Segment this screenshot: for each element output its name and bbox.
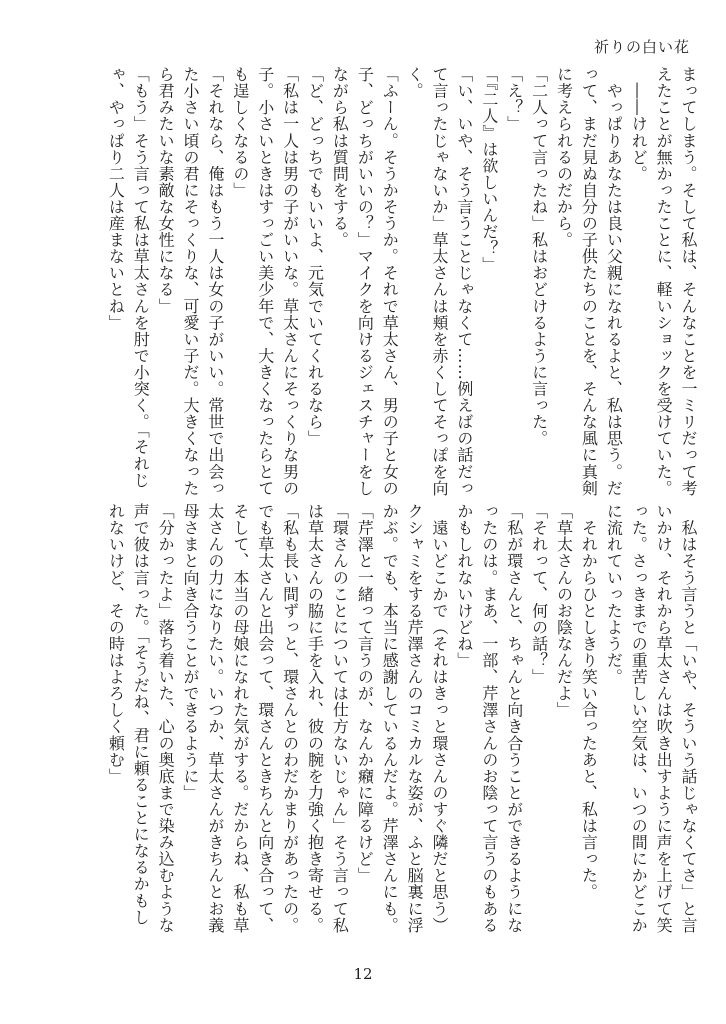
text-column: 「環さんのことについては仕方ないじゃん」そう言って私 [330,503,350,934]
text-column: 声で彼は言った。「そうだね、君に頼ることになるかもし [131,503,151,926]
text-column: それからひとしきり笑い合ったあと、私は言った。 [579,503,599,901]
text-column: 「分かったよ」落ち着いた、心の奥底まで染み込むような [156,503,176,934]
text-column: 「ど、どっちでもいいよ、元気でいてくれるなら」 [305,66,325,447]
text-column: れないけど、その時はよろしく頼む」 [106,503,126,785]
text-column: えたことが無かったことに、軽いショックを受けていた。 [654,66,674,497]
text-column: やっぱりあなたは良い父親になれるよと、私は思う。だ [604,66,624,497]
text-column: 子。小さいときはすっごい美少年で、大きくなったらとて [255,66,275,497]
text-column: 太さんの力になりたい。いつか、草太さんがきちんとお義 [205,503,225,934]
text-column: 「私も長い間ずっと、環さんとのわだかまりがあったの。 [280,503,300,934]
text-column: 「私は一人は男の子がいいな。草太さんにそっくりな男の [280,66,300,497]
text-column: 子、どっちがいいの？」マイクを向けるジェスチャーをし [355,66,375,497]
text-column: 遠いどこかで（それはきっと環さんのすぐ隣だと思う） [430,503,449,934]
text-column: 「もう」そう言って私は草太さんを肘で小突く。「それじ [131,66,151,489]
text-column: は草太さんの脇に手を入れ、彼の腕を力強く抱き寄せる。 [305,503,325,934]
text-column: 「『二人』は欲しいんだ？」 [479,66,499,274]
text-column: 「二人って言ったね」私はおどけるように言った。 [529,66,549,447]
text-column: かもしれないけどね」 [454,503,474,669]
text-column: でも草太さんと出会って、環さんときちんと向き合って、 [255,503,275,934]
text-block-upper [100,66,700,506]
text-column: 「私が環さんと、ちゃんと向き合うことができるようにな [504,503,524,934]
text-column: 私はそう言うと「いや、そういう話じゃなくてさ」と言 [679,503,698,934]
text-column: いかけ、それから草太さんは吹き出すように声を上げて笑 [654,503,674,934]
text-column: 「い、いや、そう言うことじゃなくて……例えばの話だっ [454,66,474,497]
text-column: ――けれど。 [629,66,649,182]
page-number: 12 [353,965,373,983]
text-column: った。さっきまでの重苦しい空気は、いつの間にかどこか [629,503,649,934]
text-column: って、まだ見ぬ自分の子供たちのことを、そんな風に真剣 [579,66,599,497]
text-column: ゃ、やっぱり二人は産まないとね」 [106,66,126,331]
text-column: クシャミをする芹澤さんのコミカルな姿が、ふと脳裏に浮 [405,503,425,934]
text-column: く。 [405,66,425,100]
text-column: に流れていったようだ。 [604,503,624,686]
text-column: そして、本当の母娘になれた気がする。だからね、私も草 [230,503,250,934]
text-block-lower [100,503,700,943]
text-column: 「ふーん。そうかそうか。それで草太さん、男の子と女の [380,66,400,497]
text-column: に考えられるのだから。 [554,66,574,249]
running-title: 祈りの白い花 [593,38,690,56]
text-column: 「え？」 [504,66,524,133]
text-column: た小さい頃の君にそっくりな、可愛い子だ。大きくなった [181,66,200,497]
text-column: ら君みたいな素敵な女性になる」 [156,66,176,315]
text-column: 「草太さんのお陰なんだよ」 [554,503,574,719]
text-column: も逞しくなるの」 [230,66,250,199]
text-column: かぶ。でも、本当に感謝しているんだよ。芹澤さんにも。 [380,503,400,934]
text-column: まってしまう。そして私は、そんなことを一ミリだって考 [679,66,698,497]
text-column: 「芹澤と一緒って言うのが、なんか癪に障るけど」 [355,503,375,884]
text-column: ながら私は質問をする。 [330,66,350,249]
text-column: 「それなら、俺はもう一人は女の子がいい。常世で出会っ [205,66,225,497]
text-column: 「それって、何の話？」 [529,503,549,686]
text-column: て言ったじゃないか」草太さんは頬を赤くしてそっぽを向 [430,66,449,497]
text-column: ったのは。まあ、一部、芹澤さんのお陰って言うのもある [479,503,499,934]
text-column: 母さまと向き合うことができるように」 [181,503,200,801]
